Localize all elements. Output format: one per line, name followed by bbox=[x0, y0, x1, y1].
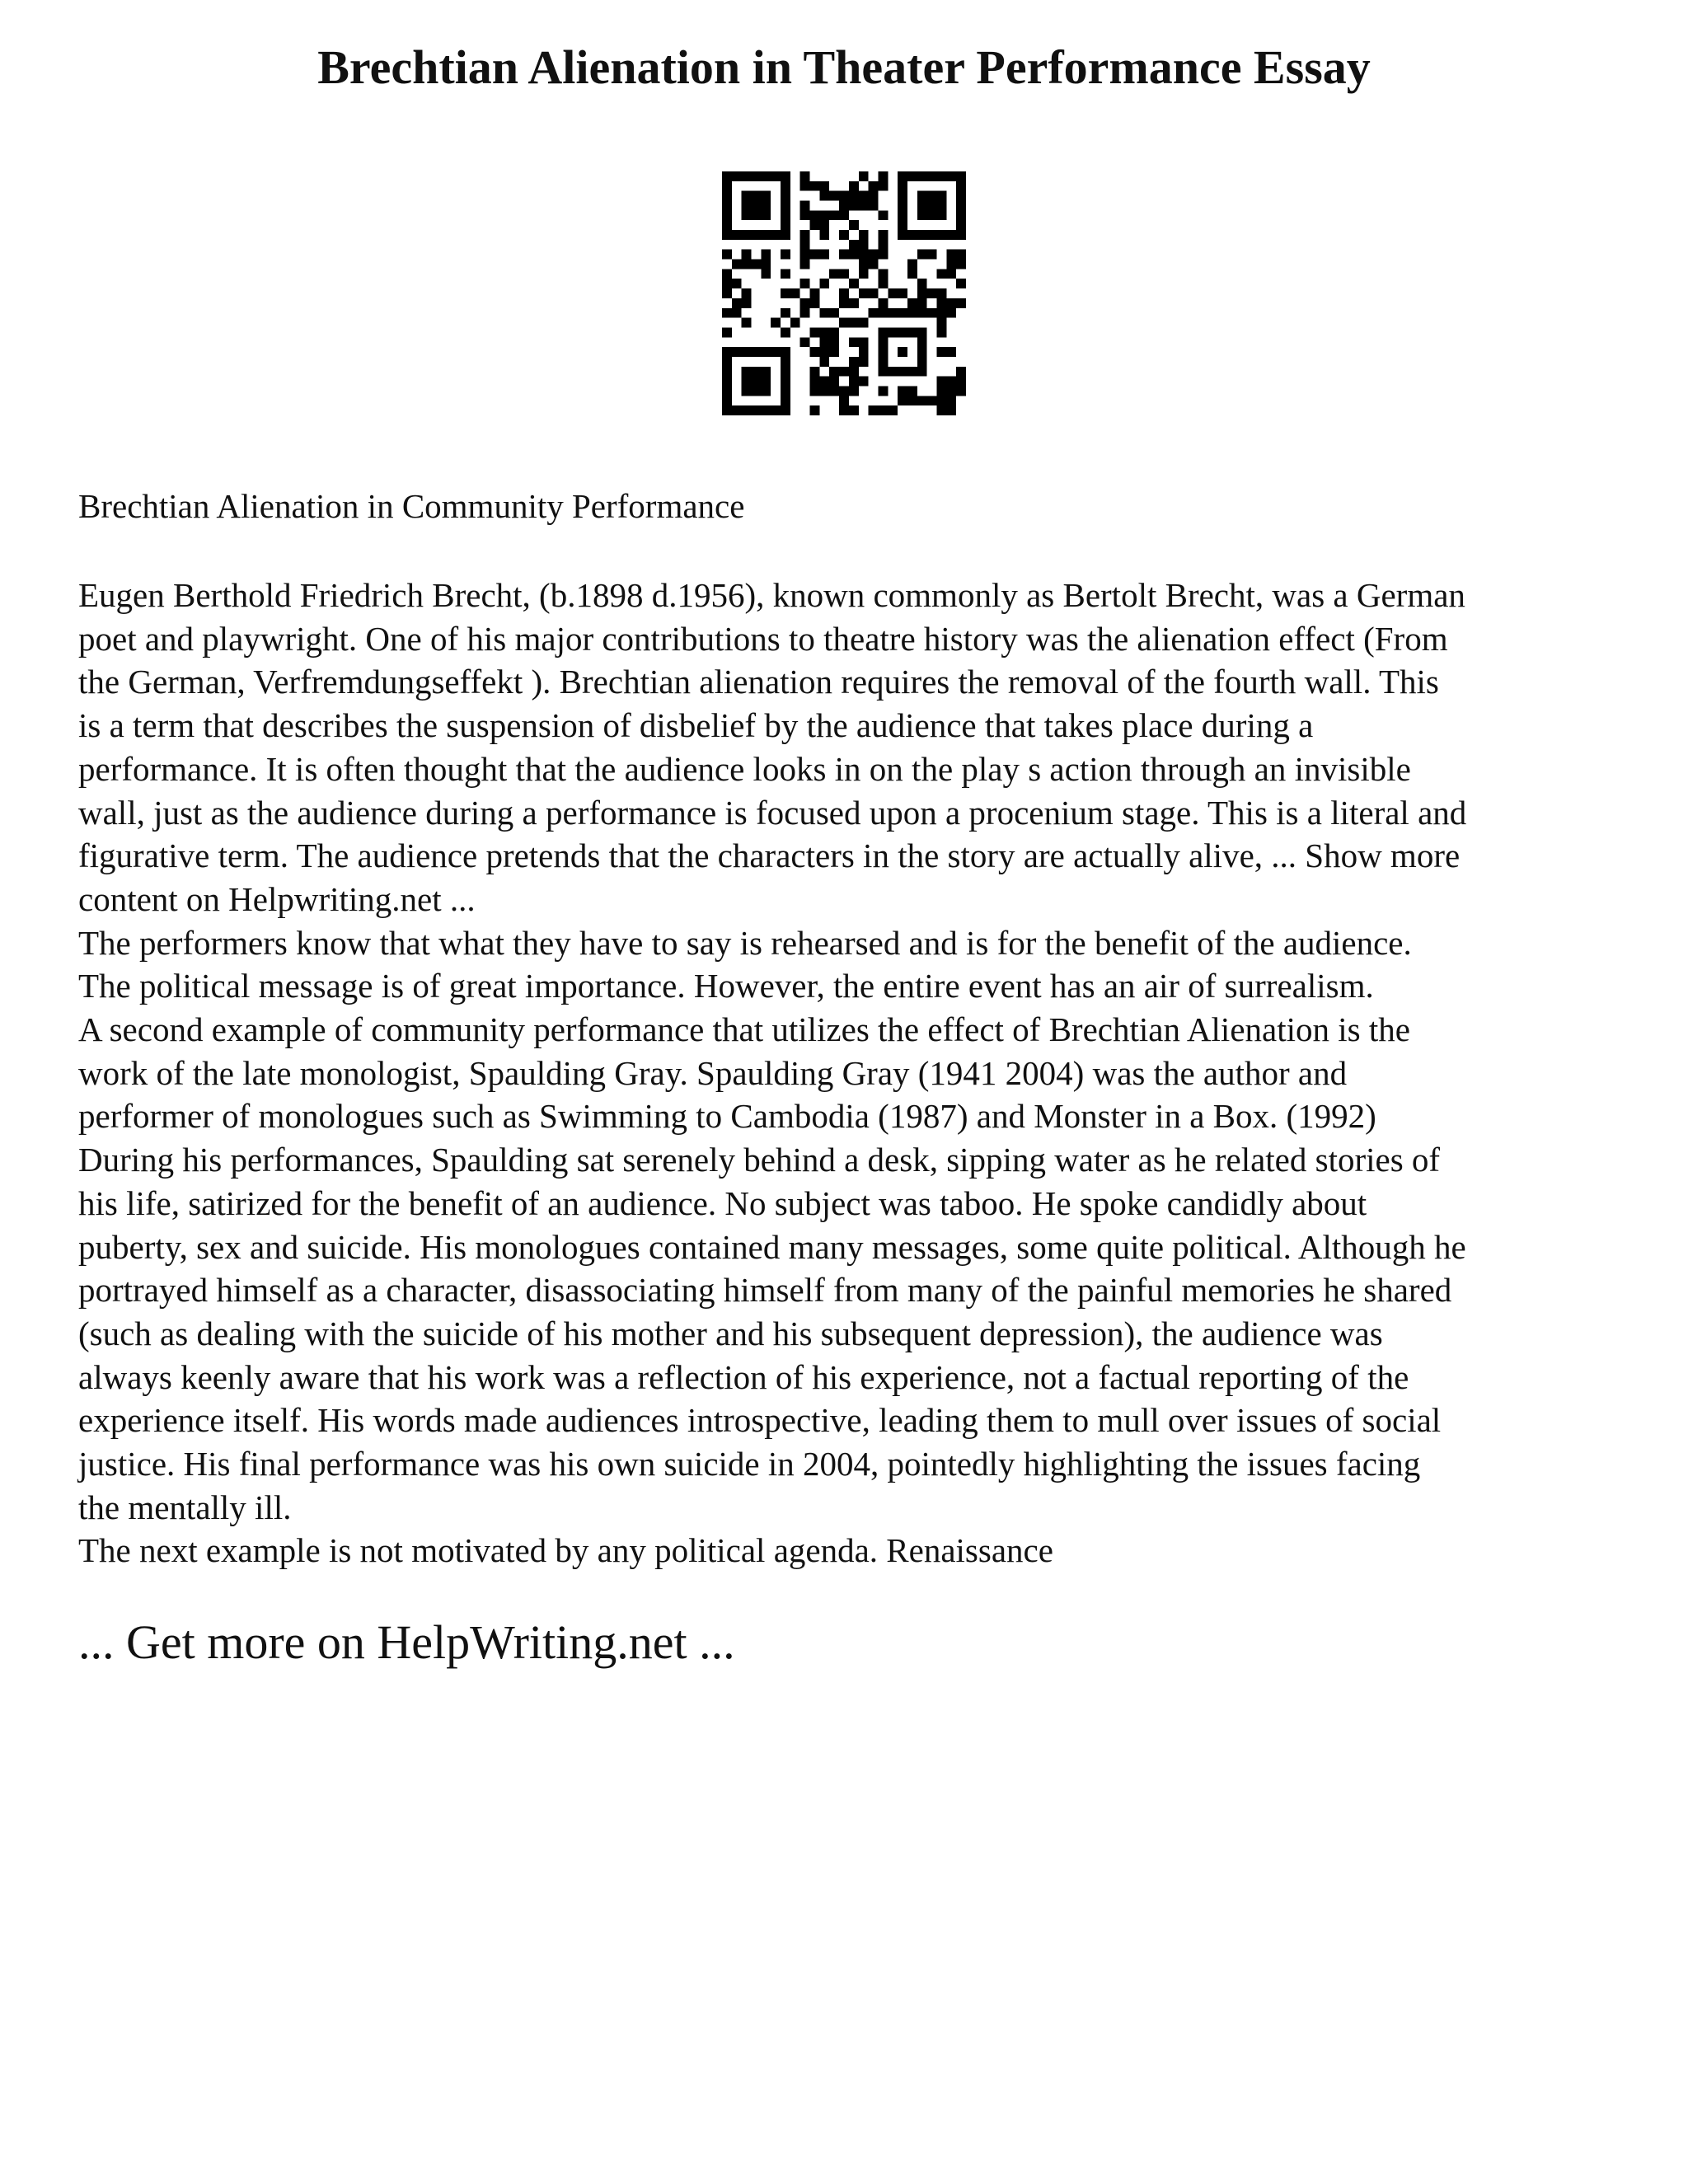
text-line: his life, satirized for the benefit of an audience. No subject was taboo. He spoke candidly about bbox=[78, 1183, 1367, 1222]
text-line: Eugen Berthold Friedrich Brecht, (b.1898 d.1956), known commonly as Bertolt Brecht, was a German bbox=[78, 576, 1465, 614]
text-line: the German, Verfremdungseffekt ). Brechtian alienation requires the removal of the fourth wall. This bbox=[78, 663, 1439, 701]
text-line: justice. His final performance was his own suicide in 2004, pointedly highlighting the issues facing bbox=[78, 1445, 1421, 1483]
text-line: wall, just as the audience during a performance is focused upon a procenium stage. This is a literal and bbox=[78, 793, 1467, 832]
text-line: During his performances, Spaulding sat serenely behind a desk, sipping water as he related stories of bbox=[78, 1141, 1441, 1179]
get-more-link[interactable]: ... Get more on HelpWriting.net ... bbox=[78, 1615, 735, 1669]
text-line: always keenly aware that his work was a reflection of his experience, not a factual reporting of the bbox=[78, 1357, 1409, 1396]
text-line: content on Helpwriting.net ... bbox=[78, 879, 476, 918]
text-line: (such as dealing with the suicide of his mother and his subsequent depression), the audience was bbox=[78, 1314, 1383, 1352]
text-line: figurative term. The audience pretends that the characters in the story are actually alive, ... Show more bbox=[78, 837, 1461, 875]
text-line: the mentally ill. bbox=[78, 1488, 292, 1526]
essay-subtitle: Brechtian Alienation in Community Performance bbox=[78, 487, 745, 525]
paragraph bbox=[78, 574, 1644, 921]
text-line: The political message is of great importance. However, the entire event has an air of surrealism. bbox=[78, 967, 1374, 1005]
text-line: work of the late monologist, Spaulding Gray. Spaulding Gray (1941 2004) was the author and bbox=[78, 1053, 1348, 1092]
paragraph bbox=[78, 921, 1644, 1008]
text-line: A second example of community performance that utilizes the effect of Brechtian Alienation is the bbox=[78, 1010, 1410, 1049]
text-line: poet and playwright. One of his major contributions to theatre history was the alienation effect (From bbox=[78, 619, 1448, 658]
qr-code-icon bbox=[722, 171, 966, 415]
text-line: The performers know that what they have to say is rehearsed and is for the benefit of the audience. bbox=[78, 923, 1412, 962]
paragraph bbox=[78, 1008, 1644, 1529]
paragraph bbox=[78, 1529, 1644, 1572]
text-line: experience itself. His words made audiences introspective, leading them to mull over issues of social bbox=[78, 1401, 1442, 1440]
text-line: puberty, sex and suicide. His monologues contained many messages, some quite political. Although he bbox=[78, 1227, 1466, 1266]
text-line: portrayed himself as a character, disassociating himself from many of the painful memories he shared bbox=[78, 1271, 1452, 1310]
text-line: performer of monologues such as Swimming to Cambodia (1987) and Monster in a Box. (1992) bbox=[78, 1097, 1376, 1136]
text-line: The next example is not motivated by any political agenda. Renaissance bbox=[78, 1531, 1053, 1570]
page-title: Brechtian Alienation in Theater Performance Essay bbox=[317, 40, 1371, 94]
text-line: is a term that describes the suspension of disbelief by the audience that takes place during a bbox=[78, 706, 1314, 745]
essay-body bbox=[78, 574, 1644, 1572]
text-line: performance. It is often thought that the audience looks in on the play s action through an invisible bbox=[78, 749, 1411, 788]
